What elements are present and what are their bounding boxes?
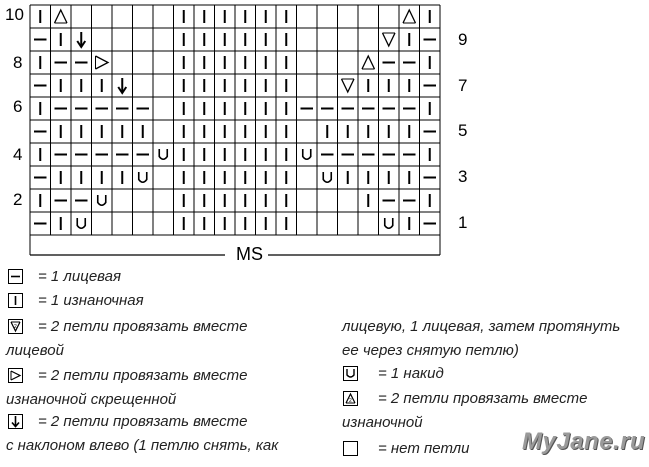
legend-ssk-4: ее через снятую петлю) bbox=[342, 342, 519, 359]
yarn-over bbox=[385, 218, 393, 228]
row-number-7: 7 bbox=[458, 76, 468, 95]
p2tog-symbol bbox=[343, 391, 358, 406]
p2tog bbox=[362, 56, 375, 69]
legend-ssk-3: лицевую, 1 лицевая, затем протянуть bbox=[342, 318, 621, 335]
p2tog bbox=[403, 10, 416, 23]
row-number-9: 9 bbox=[458, 30, 468, 49]
row-number-5: 5 bbox=[458, 121, 468, 140]
knit-symbol bbox=[8, 269, 23, 284]
legend-knit: = 1 лицевая bbox=[38, 268, 122, 285]
svg-text:2: 2 bbox=[14, 324, 17, 330]
row-number-4: 4 bbox=[13, 145, 23, 164]
ssk-symbol bbox=[8, 414, 23, 429]
row-number-6: 6 bbox=[13, 97, 23, 116]
p2tog-tbl-symbol bbox=[8, 368, 23, 383]
k2tog-symbol bbox=[8, 319, 23, 334]
purl-symbol bbox=[8, 293, 23, 308]
ms-label: MS bbox=[232, 244, 267, 265]
yarn-over bbox=[98, 195, 106, 205]
legend-p2tog-tbl-1: = 2 петли провязать вместе bbox=[38, 367, 248, 384]
row-number-8: 8 bbox=[13, 53, 23, 72]
yarn-over bbox=[159, 149, 167, 159]
legend-p2tog-2: изнаночной bbox=[342, 414, 423, 431]
no-stitch-symbol bbox=[343, 441, 358, 456]
legend-k2tog-2: лицевой bbox=[6, 342, 64, 359]
row-number-10: 10 bbox=[5, 5, 24, 24]
yarn-over bbox=[323, 172, 331, 182]
legend-purl: = 1 изнаночная bbox=[38, 292, 144, 309]
p2tog-tbl bbox=[96, 56, 109, 69]
yarn-over bbox=[303, 149, 311, 159]
legend-ssk-1: = 2 петли провязать вместе bbox=[38, 413, 248, 430]
yarn-over bbox=[77, 218, 85, 228]
legend-yo: = 1 накид bbox=[378, 365, 444, 382]
yarn-over bbox=[139, 172, 147, 182]
watermark-logo: MyJane.ru bbox=[522, 428, 646, 455]
svg-text:2: 2 bbox=[349, 398, 352, 404]
legend-p2tog-1: = 2 петли провязать вместе bbox=[378, 390, 588, 407]
k2tog bbox=[342, 79, 355, 92]
row-number-1: 1 bbox=[458, 213, 468, 232]
legend-no-stitch: = нет петли bbox=[378, 440, 470, 457]
yo-symbol bbox=[343, 366, 358, 381]
legend-p2tog-tbl-2: изнаночной скрещенной bbox=[6, 391, 177, 408]
k2tog bbox=[383, 33, 396, 46]
legend-k2tog-1: = 2 петли провязать вместе bbox=[38, 318, 248, 335]
legend-ssk-2: с наклоном влево (1 петлю снять, как bbox=[6, 437, 279, 454]
row-number-2: 2 bbox=[13, 190, 23, 209]
row-number-3: 3 bbox=[458, 167, 468, 186]
p2tog bbox=[55, 10, 68, 23]
